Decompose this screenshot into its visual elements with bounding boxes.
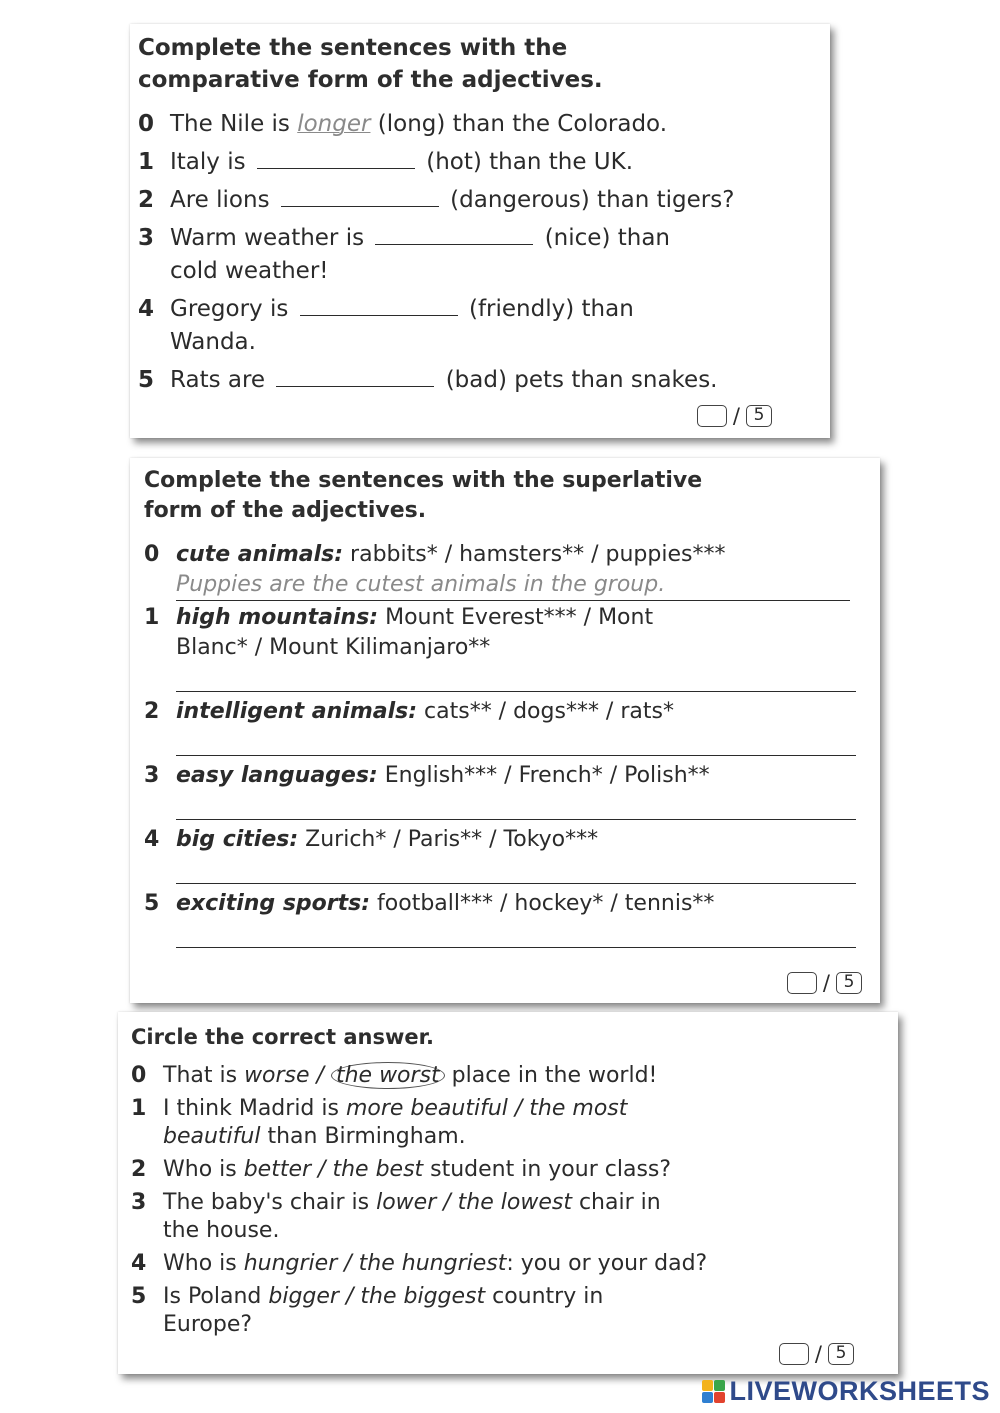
score-separator: / xyxy=(732,404,740,428)
options-text: rabbits* / hamsters** / puppies*** xyxy=(343,542,726,567)
answer-option[interactable]: the hungriest xyxy=(358,1251,507,1276)
sentence-text: than Birmingham. xyxy=(260,1124,466,1149)
example-answer: Puppies are the cutest animals in the group. xyxy=(176,570,850,601)
liveworksheets-logo-icon xyxy=(702,1380,725,1403)
adjective-prompt: exciting sports: xyxy=(176,891,371,916)
item-number: 1 xyxy=(144,605,160,630)
logo-square xyxy=(714,1380,725,1391)
sentence-text: (bad) pets than snakes. xyxy=(438,367,718,393)
sentence-text: The baby's chair is xyxy=(163,1190,377,1215)
sentence-text: (long) than the Colorado. xyxy=(370,111,668,137)
score-input[interactable] xyxy=(787,972,817,994)
score-box xyxy=(697,404,772,428)
answer-option[interactable]: lower xyxy=(376,1190,437,1215)
answer-blank[interactable] xyxy=(375,222,533,245)
comparative-exercise-card xyxy=(130,24,830,438)
item-number: 0 xyxy=(144,542,160,567)
sentence-item xyxy=(138,222,830,288)
item-number: 3 xyxy=(138,225,155,251)
sentence-text: I think Madrid is xyxy=(163,1096,346,1121)
title-line-1: Complete the sentences with the superlative xyxy=(144,468,703,493)
sentence-text: Warm weather is xyxy=(170,225,372,251)
item-number: 1 xyxy=(131,1096,147,1121)
item-number: 2 xyxy=(138,187,155,213)
liveworksheets-logo[interactable] xyxy=(702,1376,990,1407)
item-number: 4 xyxy=(144,827,160,852)
item-number: 2 xyxy=(131,1157,147,1182)
options-text: Zurich* / Paris** / Tokyo*** xyxy=(298,827,599,852)
sentence-item xyxy=(144,761,880,821)
sentence-text: Italy is xyxy=(170,149,253,175)
sentence-item xyxy=(138,184,830,217)
sentence-list xyxy=(138,108,830,397)
exercise-title: Circle the correct answer. xyxy=(131,1025,434,1049)
sentence-item xyxy=(138,146,830,179)
answer-line[interactable] xyxy=(176,883,856,885)
options-text: Mount Everest*** / Mont xyxy=(378,605,654,630)
answer-option[interactable]: bigger xyxy=(268,1284,339,1309)
sentence-item xyxy=(144,889,880,949)
adjective-prompt: high mountains: xyxy=(176,605,379,630)
score-input[interactable] xyxy=(779,1343,809,1365)
adjective-prompt: intelligent animals: xyxy=(176,699,418,724)
item-number: 4 xyxy=(138,296,155,322)
sentence-item xyxy=(138,293,830,359)
score-total: 5 xyxy=(746,405,772,427)
exercise-title xyxy=(138,32,830,96)
brand-name: LIVEWORKSHEETS xyxy=(729,1376,990,1406)
sentence-item xyxy=(131,1095,898,1151)
score-box xyxy=(779,1342,854,1366)
adjective-prompt: easy languages: xyxy=(176,763,378,788)
sentence-text: Wanda. xyxy=(170,329,256,355)
options-text: Blanc* / Mount Kilimanjaro** xyxy=(176,635,491,660)
answer-option[interactable]: the most xyxy=(529,1096,628,1121)
sentence-list xyxy=(131,1062,898,1339)
sentence-text: the house. xyxy=(163,1218,280,1243)
options-text: English*** / French* / Polish** xyxy=(377,763,710,788)
sentence-text: (hot) than the UK. xyxy=(418,149,634,175)
superlative-exercise-card xyxy=(130,458,880,1003)
sentence-text: Are lions xyxy=(170,187,277,213)
sentence-item xyxy=(131,1062,898,1090)
adjective-prompt: big cities: xyxy=(176,827,299,852)
sentence-item xyxy=(138,108,830,141)
sentence-text: cold weather! xyxy=(170,258,329,284)
sentence-text: Who is xyxy=(163,1251,244,1276)
exercise-title xyxy=(144,466,880,526)
answer-option[interactable]: beautiful xyxy=(163,1124,261,1149)
circled-answer-option[interactable]: the worst xyxy=(331,1062,445,1089)
options-text: cats** / dogs*** / rats* xyxy=(417,699,674,724)
answer-line[interactable] xyxy=(176,691,856,693)
sentence-text: (dangerous) than tigers? xyxy=(442,187,735,213)
answer-line[interactable] xyxy=(176,947,856,949)
score-separator: / xyxy=(822,971,830,995)
sentence-text: : you or your dad? xyxy=(506,1251,708,1276)
logo-square xyxy=(714,1392,725,1403)
option-separator: / xyxy=(507,1096,530,1121)
sentence-text: Gregory is xyxy=(170,296,296,322)
logo-square xyxy=(702,1392,713,1403)
sentence-text: Rats are xyxy=(170,367,273,393)
sentence-text: student in your class? xyxy=(423,1157,672,1182)
score-separator: / xyxy=(814,1342,822,1366)
answer-option[interactable]: the biggest xyxy=(360,1284,486,1309)
title-line-1: Complete the sentences with the xyxy=(138,35,568,61)
answer-option[interactable]: worse xyxy=(244,1063,310,1088)
sentence-item xyxy=(131,1156,898,1184)
title-line-2: comparative form of the adjectives. xyxy=(138,67,603,93)
answer-line[interactable] xyxy=(176,755,856,757)
sentence-text: (friendly) than xyxy=(461,296,634,322)
item-number: 5 xyxy=(144,891,160,916)
item-number: 0 xyxy=(138,111,155,137)
sentence-text: Europe? xyxy=(163,1312,253,1337)
sentence-text: place in the world! xyxy=(444,1063,658,1088)
sentence-text: chair in xyxy=(571,1190,661,1215)
answer-option[interactable]: the lowest xyxy=(457,1190,572,1215)
sentence-item xyxy=(144,825,880,885)
logo-square xyxy=(702,1380,713,1391)
sentence-text: Is Poland xyxy=(163,1284,269,1309)
option-separator: / xyxy=(311,1157,333,1182)
example-answer: longer xyxy=(297,111,371,137)
answer-blank[interactable] xyxy=(257,146,415,169)
sentence-text: The Nile is xyxy=(170,111,298,137)
score-total: 5 xyxy=(828,1343,854,1365)
adjective-prompt: cute animals: xyxy=(176,542,344,567)
sentence-item xyxy=(144,603,880,693)
answer-blank[interactable] xyxy=(281,184,439,207)
sentence-item xyxy=(144,540,880,601)
answer-option[interactable]: hungrier xyxy=(243,1251,338,1276)
option-separator: / xyxy=(436,1190,458,1215)
item-number: 5 xyxy=(131,1284,147,1309)
sentence-item xyxy=(131,1189,898,1245)
item-number: 1 xyxy=(138,149,155,175)
score-input[interactable] xyxy=(697,405,727,427)
sentence-item xyxy=(144,697,880,757)
sentence-text: Who is xyxy=(163,1157,244,1182)
sentence-text: (nice) than xyxy=(537,225,670,251)
circle-answer-exercise-card xyxy=(118,1012,898,1374)
sentence-text: country in xyxy=(485,1284,604,1309)
sentence-item xyxy=(138,364,830,397)
answer-option[interactable]: more beautiful xyxy=(345,1096,508,1121)
item-number: 3 xyxy=(144,763,160,788)
option-separator: / xyxy=(337,1251,359,1276)
sentence-list xyxy=(144,540,880,949)
item-number: 3 xyxy=(131,1190,147,1215)
answer-blank[interactable] xyxy=(276,364,434,387)
item-number: 5 xyxy=(138,367,155,393)
item-number: 0 xyxy=(131,1063,147,1088)
sentence-text: That is xyxy=(163,1063,245,1088)
score-total: 5 xyxy=(836,972,862,994)
options-text: football*** / hockey* / tennis** xyxy=(370,891,715,916)
sentence-item xyxy=(131,1250,898,1278)
score-box xyxy=(787,971,862,995)
option-separator: / xyxy=(309,1063,331,1088)
title-line-2: form of the adjectives. xyxy=(144,498,427,523)
answer-option[interactable]: better xyxy=(243,1157,312,1182)
answer-line[interactable] xyxy=(176,819,856,821)
option-separator: / xyxy=(338,1284,361,1309)
sentence-item xyxy=(131,1283,898,1339)
answer-option[interactable]: the best xyxy=(332,1157,424,1182)
item-number: 2 xyxy=(144,699,160,724)
item-number: 4 xyxy=(131,1251,147,1276)
answer-blank[interactable] xyxy=(300,293,458,316)
